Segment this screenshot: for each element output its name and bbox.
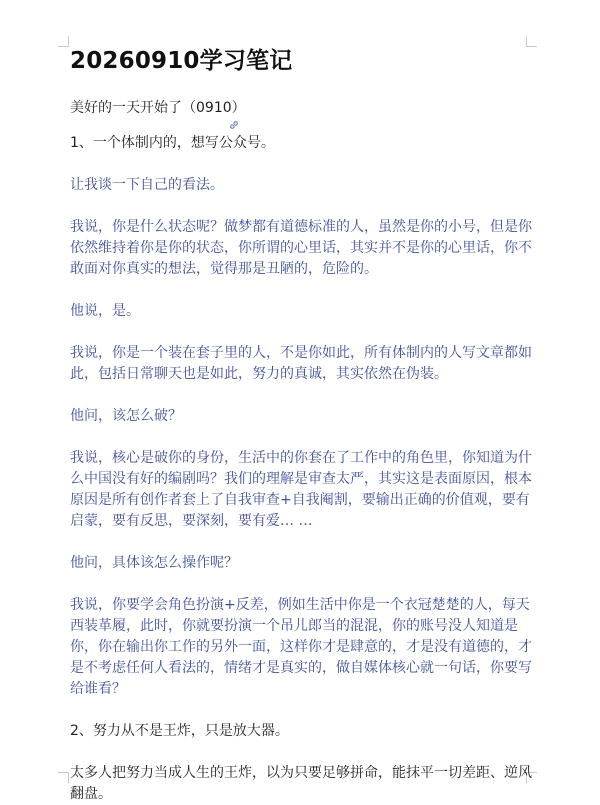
section-heading-2: 2、努力从不是王炸，只是放大器。 [70, 723, 289, 739]
link-row [70, 119, 540, 133]
paragraph: 让我谈一下自己的看法。 [70, 177, 224, 193]
paragraph: 太多人把努力当成人生的王炸，以为只要足够拼命，能抹平一切差距、逆风翻盘。 [70, 765, 532, 802]
link-icon[interactable] [228, 119, 240, 131]
page-corner-mark-bottom-left [58, 772, 69, 783]
page-corner-mark-top-left [58, 36, 69, 47]
paragraph: 我说，你是什么状态呢？做梦都有道德标准的人，虽然是你的小号，但是你依然维持着你是你的状态，你所谓的心里话，其实并不是你的心里话，你不敢面对你真实的想法，觉得那是丑陋的，危险的。 [70, 219, 532, 277]
document-title: 20260910学习笔记 [70, 48, 293, 74]
paragraph: 我说，你是一个装在套子里的人，不是你如此，所有体制内的人写文章都如此，包括日常聊天也是如此，努力的真诚，其实依然在伪装。 [70, 345, 532, 382]
paragraph: 他问，具体该怎么操作呢？ [70, 555, 238, 571]
date-line: 美好的一天开始了（0910） [70, 100, 246, 116]
paragraph: 我说，核心是破你的身份，生活中的你套在了工作中的角色里，你知道为什么中国没有好的编剧吗？我们的理解是审查太严，其实这是表面原因，根本原因是所有创作者套上了自我审查+自我阉割，要输出正确的价值观，要有启蒙，要有反思，要深刻，要有爱… … [70, 450, 532, 529]
paragraph: 我说，你要学会角色扮演+反差，例如生活中你是一个衣冠楚楚的人，每天西装革履，此时，你就要扮演一个吊儿郎当的混混，你的账号没人知道是你，你在输出你工作的另外一面，这样你才是肆意的，才是没有道德的，才是不考虑任何人看法的，情绪才是真实的，做自媒体核心就一句话，你要写给谁看？ [70, 597, 532, 697]
paragraph: 他说，是。 [70, 303, 140, 319]
section-heading-1: 1、一个体制内的，想写公众号。 [70, 135, 275, 151]
paragraph: 他问，该怎么破？ [70, 408, 182, 424]
document-body [70, 44, 540, 805]
